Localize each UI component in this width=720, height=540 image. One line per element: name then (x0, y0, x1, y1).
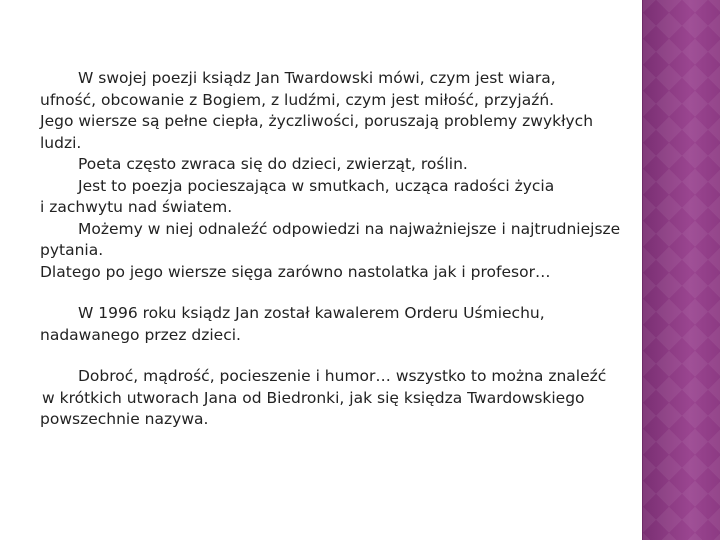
decorative-side-panel (642, 0, 720, 540)
slide-text-body (40, 68, 640, 431)
text-line: ludzi. (40, 133, 82, 152)
text-line: pytania. (40, 241, 104, 259)
text-line: Jego wiersze są pełne ciepła, życzliwości, poruszają problemy zwykłych (40, 112, 594, 130)
text-line: i zachwytu nad światem. (40, 198, 233, 216)
text-line: W 1996 roku ksiądz Jan został kawalerem Orderu Uśmiechu, (78, 304, 545, 322)
text-line: Możemy w niej odnaleźć odpowiedzi na najważniejsze i najtrudniejsze (78, 219, 621, 238)
text-line: Poeta często zwraca się do dzieci, zwierząt, roślin. (78, 155, 468, 173)
text-line: Dlatego po jego wiersze sięga zarówno nastolatka jak i profesor… (40, 262, 551, 281)
text-line: Jest to poezja pocieszająca w smutkach, ucząca radości życia (78, 176, 555, 195)
text-line: ufność, obcowanie z Bogiem, z ludźmi, czym jest miłość, przyjaźń. (40, 90, 555, 109)
text-line: nadawanego przez dzieci. (40, 325, 241, 344)
paragraph-gap (40, 346, 640, 366)
text-line: W swojej poezji ksiądz Jan Twardowski mówi, czym jest wiara, (78, 69, 556, 87)
text-line: w krótkich utworach Jana od Biedronki, jak się księdza Twardowskiego (42, 388, 585, 407)
paragraph-gap (40, 283, 640, 303)
text-line: powszechnie nazywa. (40, 410, 209, 428)
text-line: Dobroć, mądrość, pocieszenie i humor… wszystko to można znaleźć (78, 367, 607, 385)
